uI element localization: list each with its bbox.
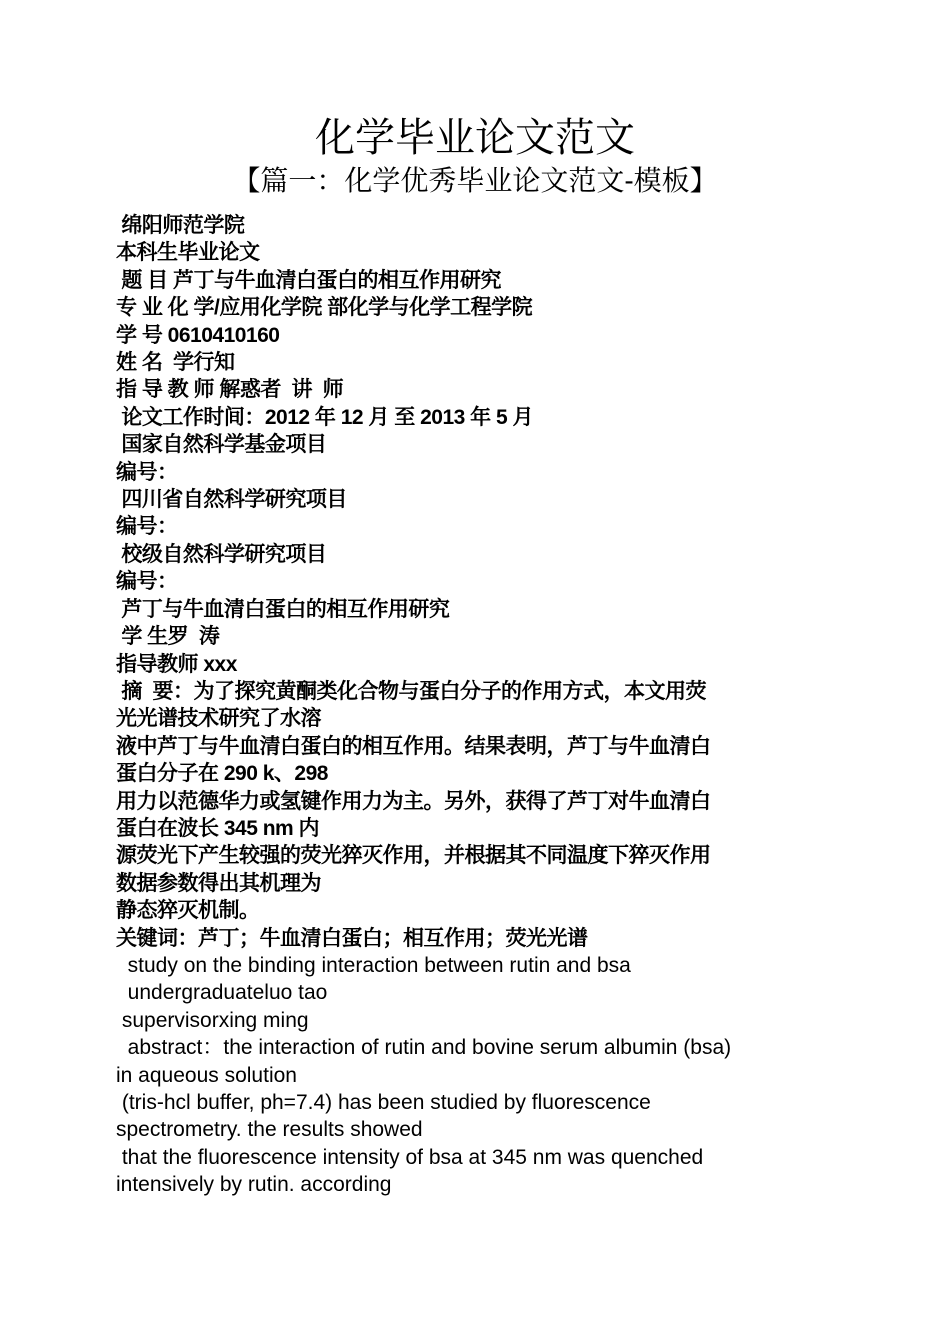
document-title: 化学毕业论文范文 — [315, 116, 635, 160]
text-line: 指导教师 xxx — [116, 652, 237, 676]
text-line: 学 生罗 涛 — [116, 625, 220, 649]
text-line: undergraduateluo tao — [116, 981, 328, 1005]
text-line: 国家自然科学基金项目 — [116, 433, 327, 457]
text-line: (tris-hcl buffer, ph=7.4) has been studied by fluorescence — [116, 1091, 651, 1114]
text-line: 题 目 芦丁与牛血清白蛋白的相互作用研究 — [116, 268, 502, 292]
text-line: supervisorxing ming — [116, 1008, 309, 1032]
text-line: that the fluorescence intensity of bsa at 345 nm was quenched — [116, 1145, 704, 1169]
document-subtitle: 【篇一：化学优秀毕业论文范文-模板】 — [232, 165, 718, 196]
text-line: 静态猝灭机制。 — [116, 899, 260, 923]
text-line: 学 号 0610410160 — [116, 323, 280, 347]
text-line: 液中芦丁与牛血清白蛋白的相互作用。结果表明，芦丁与牛血清白 — [116, 734, 711, 758]
text-line: 校级自然科学研究项目 — [116, 542, 327, 566]
text-line: 光光谱技术研究了水溶 — [116, 707, 321, 731]
text-line: 芦丁与牛血清白蛋白的相互作用研究 — [116, 597, 450, 621]
text-line: 姓 名 学行知 — [116, 351, 235, 375]
text-line: 绵阳师范学院 — [116, 214, 245, 237]
text-line: 编号： — [116, 570, 178, 594]
text-line: abstract：the interaction of rutin and bovine serum albumin (bsa) — [116, 1036, 732, 1060]
text-line: 编号： — [116, 460, 178, 484]
text-line: 摘 要：为了探究黄酮类化合物与蛋白分子的作用方式，本文用荧 — [116, 679, 707, 703]
text-line: in aqueous solution — [116, 1063, 297, 1087]
text-line: 蛋白在波长 345 nm 内 — [116, 816, 320, 840]
text-line: 关键词：芦丁；牛血清白蛋白；相互作用；荧光光谱 — [116, 926, 588, 950]
text-line: 论文工作时间：2012 年 12 月 至 2013 年 5 月 — [116, 405, 533, 429]
text-line: 指 导 教 师 解惑者 讲 师 — [116, 378, 344, 402]
text-line: 本科生毕业论文 — [116, 241, 260, 265]
document-body — [116, 212, 826, 1199]
text-line: 用力以范德华力或氢键作用力为主。另外，获得了芦丁对牛血清白 — [116, 789, 711, 813]
text-line: 编号： — [116, 515, 178, 539]
text-line: 源荧光下产生较强的荧光猝灭作用，并根据其不同温度下猝灭作用 — [116, 844, 711, 868]
text-line: intensively by rutin. according — [116, 1173, 392, 1197]
text-line: 四川省自然科学研究项目 — [116, 488, 347, 512]
text-line: 数据参数得出其机理为 — [116, 871, 321, 895]
text-line: 蛋白分子在 290 k、298 — [116, 762, 328, 786]
text-line: spectrometry. the results showed — [116, 1118, 423, 1142]
text-line: 专 业 化 学/应用化学院 部化学与化学工程学院 — [116, 296, 533, 320]
text-line: study on the binding interaction between rutin and bsa — [116, 953, 631, 977]
